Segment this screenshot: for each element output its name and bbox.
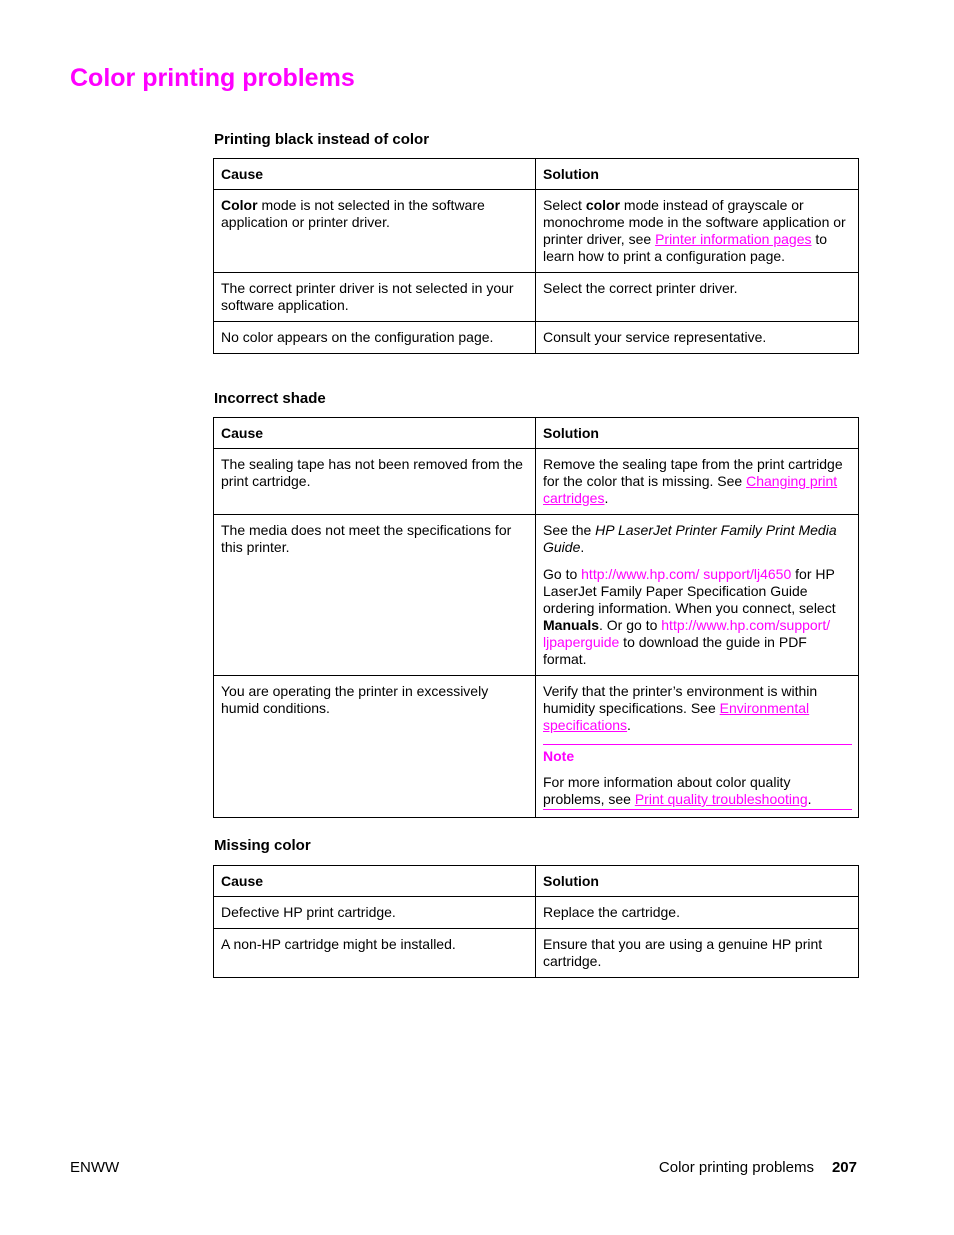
table-row <box>214 897 859 929</box>
table-row <box>214 190 859 273</box>
table-row <box>214 515 859 676</box>
table-printing-black <box>213 158 859 354</box>
header-cause: Cause <box>214 159 536 190</box>
cause-cell: The sealing tape has not been removed from the print cartridge. <box>214 449 536 515</box>
solution-cell: Consult your service representative. <box>536 322 859 354</box>
section-heading-printing-black: Printing black instead of color <box>214 131 430 148</box>
cause-cell: The correct printer driver is not selected in your software application. <box>214 273 536 322</box>
header-cause: Cause <box>214 866 536 897</box>
cause-cell: A non-HP cartridge might be installed. <box>214 929 536 978</box>
header-cause: Cause <box>214 418 536 449</box>
cause-text: mode is not selected in the software application or printer driver. <box>221 197 485 230</box>
header-solution: Solution <box>536 866 859 897</box>
note-box <box>543 744 852 810</box>
link-print-quality-troubleshooting[interactable]: Print quality troubleshooting <box>634 791 808 807</box>
table-row <box>214 322 859 354</box>
page-number: 207 <box>831 1159 857 1176</box>
media-guide-title: HP LaserJet Printer Family Print Media Guide <box>543 522 837 555</box>
solution-paragraph <box>543 566 852 668</box>
section-heading-incorrect-shade: Incorrect shade <box>214 390 326 407</box>
footer-section-title: Color printing problems <box>658 1159 814 1176</box>
section-heading-missing-color: Missing color <box>214 837 311 854</box>
link-environmental-specifications[interactable]: Environmental specifications <box>543 700 810 733</box>
note-text <box>543 774 852 808</box>
note-text-span: . <box>807 791 812 807</box>
solution-text: Verify that the printer’s environment is within humidity specifications. See <box>543 683 818 716</box>
table-row <box>214 929 859 978</box>
table-header-row <box>214 866 859 897</box>
solution-bold: color <box>585 197 621 213</box>
header-solution: Solution <box>536 159 859 190</box>
page-title: Color printing problems <box>70 64 355 92</box>
note-label: Note <box>543 748 575 764</box>
solution-text: Remove the sealing tape from the print cartridge for the color that is missing. See <box>543 456 843 489</box>
solution-bold: Manuals <box>543 617 600 633</box>
cause-cell: Defective HP print cartridge. <box>214 897 536 929</box>
solution-text: to learn how to print a configuration page. <box>543 231 828 264</box>
table-header-row <box>214 159 859 190</box>
solution-text: for HP LaserJet Family Paper Specification Guide ordering information. When you connect, select <box>543 566 836 616</box>
solution-cell: Select the correct printer driver. <box>536 273 859 322</box>
cause-cell <box>214 190 536 273</box>
solution-cell <box>536 676 859 818</box>
header-solution: Solution <box>536 418 859 449</box>
link-hp-support-lj4650[interactable]: http://www.hp.com/ support/lj4650 <box>581 566 792 582</box>
solution-text: . <box>580 539 585 555</box>
table-incorrect-shade <box>213 417 859 818</box>
link-hp-ljpaperguide[interactable]: http://www.hp.com/support/ ljpaperguide <box>543 617 831 650</box>
solution-text: Select <box>543 197 586 213</box>
solution-cell <box>536 190 859 273</box>
note-text-span: For more information about color quality problems, see <box>543 774 791 807</box>
link-printer-information-pages[interactable]: Printer information pages <box>655 231 812 247</box>
footer-right <box>659 1158 857 1178</box>
table-row <box>214 273 859 322</box>
solution-text: . <box>604 490 609 506</box>
solution-text: to download the guide in PDF format. <box>543 634 807 667</box>
cause-cell: No color appears on the configuration page. <box>214 322 536 354</box>
solution-cell: Ensure that you are using a genuine HP print cartridge. <box>536 929 859 978</box>
link-changing-print-cartridges[interactable]: Changing print cartridges <box>543 473 838 506</box>
footer-left: ENWW <box>70 1159 120 1176</box>
table-row <box>214 676 859 818</box>
solution-text: mode instead of grayscale or monochrome mode in the software application or printer driver, see <box>543 197 846 247</box>
solution-text: . Or go to <box>599 617 662 633</box>
solution-cell <box>536 515 859 676</box>
cause-bold: Color <box>221 197 258 213</box>
table-header-row <box>214 418 859 449</box>
solution-cell: Replace the cartridge. <box>536 897 859 929</box>
solution-text: See the <box>543 522 596 538</box>
table-row <box>214 449 859 515</box>
solution-paragraph <box>543 683 852 734</box>
cause-cell: You are operating the printer in excessively humid conditions. <box>214 676 536 818</box>
table-missing-color <box>213 865 859 978</box>
solution-cell <box>536 449 859 515</box>
cause-cell: The media does not meet the specifications for this printer. <box>214 515 536 676</box>
solution-text: . <box>627 717 631 733</box>
solution-text: Go to <box>543 566 582 582</box>
solution-paragraph <box>543 522 852 556</box>
